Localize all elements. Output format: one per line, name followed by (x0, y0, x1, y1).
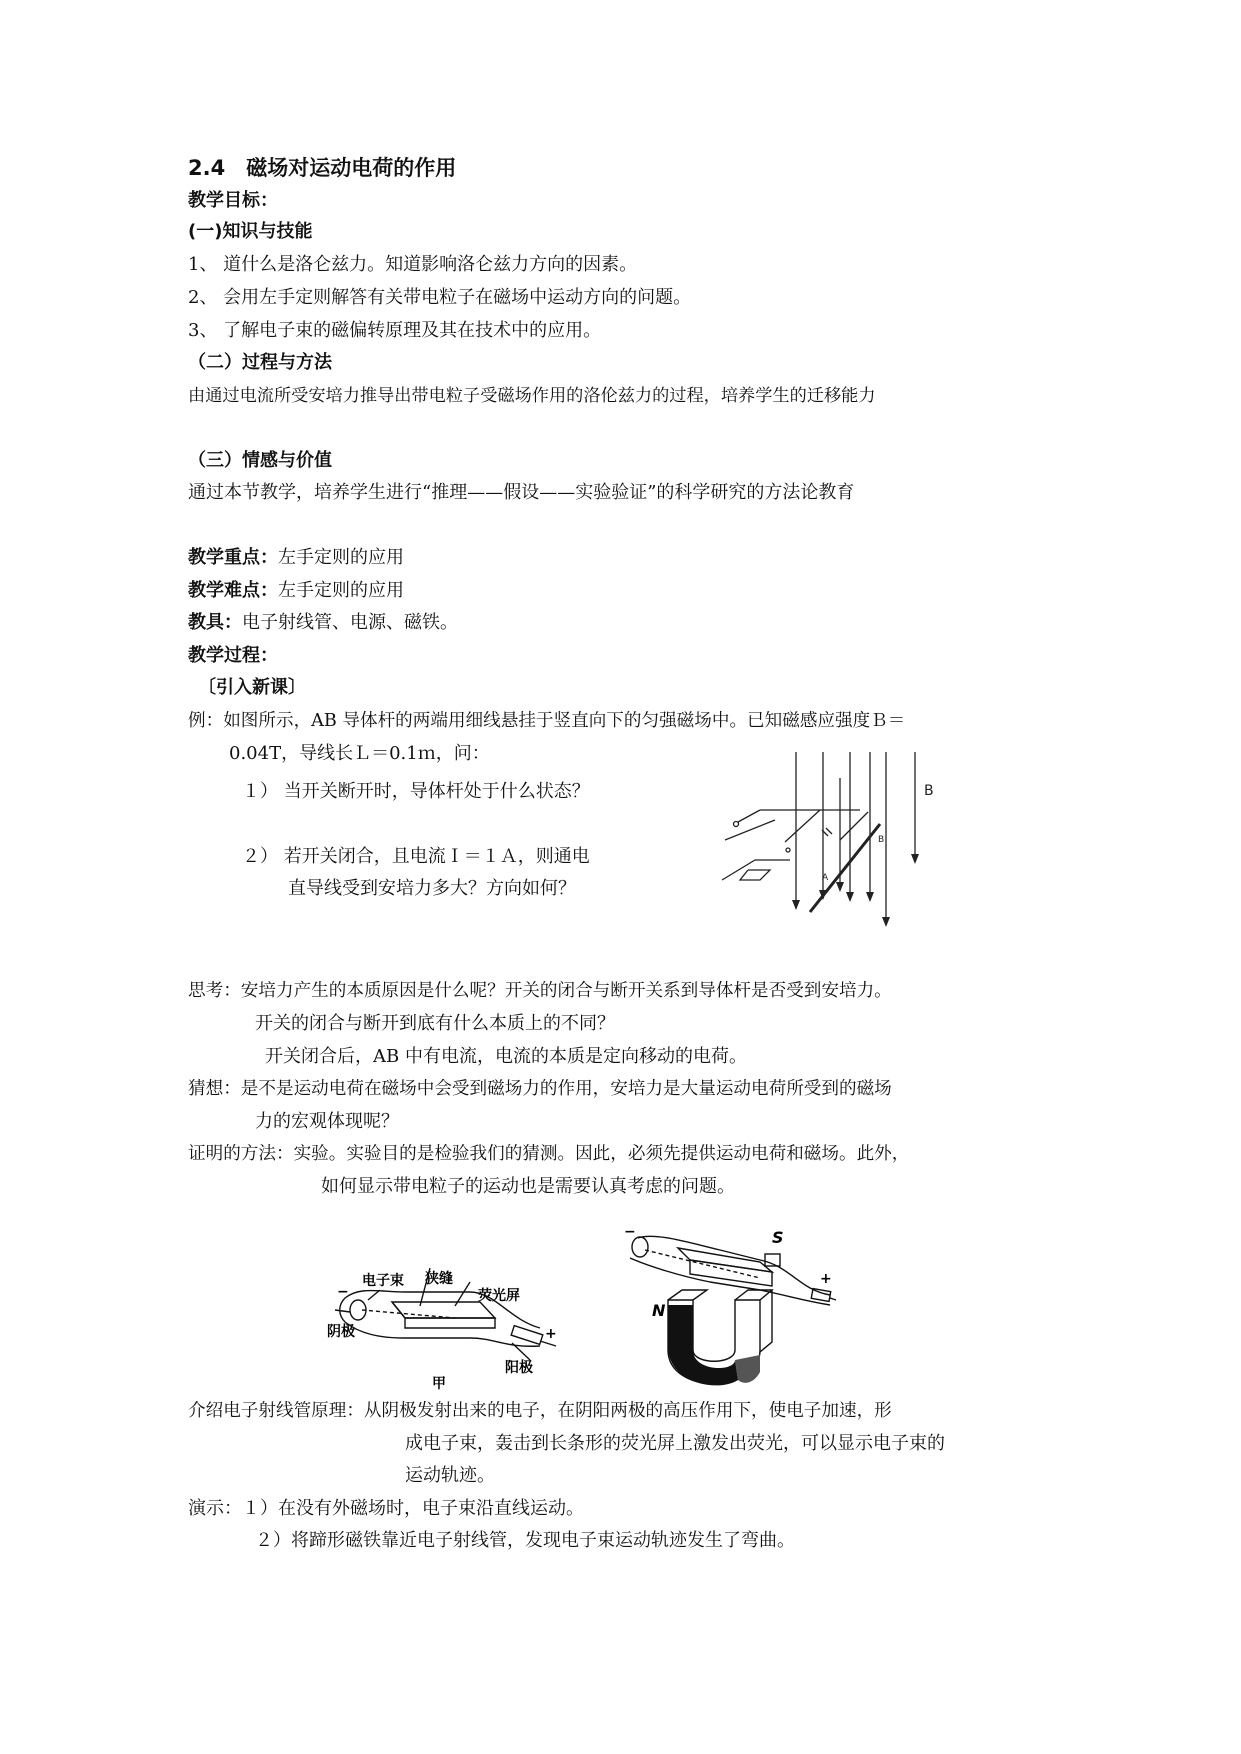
example-question-2a: ２） 若开关闭合，且电流Ｉ＝１Ａ，则通电 (242, 846, 590, 867)
key-point (188, 547, 404, 569)
rod-end-b-label: B (878, 835, 885, 845)
tools-value: 电子射线管、电源、磁铁。 (242, 612, 458, 633)
tools-label: 教具： (188, 612, 242, 633)
difficulty-value: 左手定则的应用 (278, 580, 404, 601)
objectives-heading: 教学目标： (188, 190, 278, 211)
slit-label: 狭缝 (425, 1271, 453, 1287)
intro-heading: 〔引入新课〕 (198, 677, 306, 698)
key-point-label: 教学重点： (188, 547, 278, 568)
magnet-s-pole-label: S (772, 1228, 784, 1247)
intro-tube-line-2: 成电子束，轰击到长条形的荧光屏上激发出荧光，可以显示电子束的 (405, 1433, 945, 1454)
think-line-3: 开关闭合后，AB 中有电流，电流的本质是定向移动的电荷。 (265, 1046, 747, 1067)
key-point-value: 左手定则的应用 (278, 547, 404, 568)
difficulty-label: 教学难点： (188, 580, 278, 601)
anode-label: 阳极 (505, 1360, 533, 1376)
intro-tube-line-1: 介绍电子射线管原理：从阴极发射出来的电子，在阴阳两极的高压作用下，使电子加速，形 (188, 1401, 892, 1421)
guess-line-2: 力的宏观体现呢？ (255, 1111, 399, 1132)
section2-heading: （二）过程与方法 (188, 352, 332, 373)
section3-text: 通过本节教学，培养学生进行“推理——假设——实验验证”的科学研究的方法论教育 (188, 482, 855, 503)
demo-line-2: ２）将蹄形磁铁靠近电子射线管，发现电子束运动轨迹发生了弯曲。 (255, 1530, 795, 1551)
magnet-tube-plus-label: + (820, 1271, 832, 1287)
field-label-b: B (924, 783, 934, 799)
tools (188, 612, 458, 634)
example-question-2b: 直导线受到安培力多大？方向如何？ (288, 878, 576, 899)
section3-heading: （三）情感与价值 (188, 450, 332, 471)
cathode-label: 阴极 (327, 1324, 355, 1340)
demo-line-1: 演示：１）在没有外磁场时，电子束沿直线运动。 (188, 1498, 584, 1519)
magnet-tube-minus-label: − (624, 1224, 636, 1240)
electron-tube-diagram (325, 1245, 565, 1390)
electron-beam-label: 电子束 (362, 1273, 404, 1289)
section1-item-1: 1、 道什么是洛仑兹力。知道影响洛仑兹力方向的因素。 (188, 254, 638, 275)
proof-line-2: 如何显示带电粒子的运动也是需要认真考虑的问题。 (321, 1176, 735, 1197)
example-line-1: 例：如图所示，AB 导体杆的两端用细线悬挂于竖直向下的匀强磁场中。已知磁感应强度Ｂ＝ (188, 711, 906, 731)
section1-item-2: 2、 会用左手定则解答有关带电粒子在磁场中运动方向的问题。 (188, 287, 692, 308)
think-line-2: 开关的闭合与断开到底有什么本质上的不同？ (255, 1013, 615, 1034)
magnet-n-pole-label: N (652, 1301, 666, 1320)
process-heading: 教学过程： (188, 645, 278, 666)
magnet-tube-diagram (612, 1225, 837, 1395)
difficulty (188, 580, 404, 602)
conductor-rod-diagram (705, 750, 945, 935)
example-question-1: １） 当开关断开时，导体杆处于什么状态？ (242, 781, 590, 802)
section1-item-3: 3、 了解电子束的磁偏转原理及其在技术中的应用。 (188, 320, 602, 341)
think-line-1: 思考：安培力产生的本质原因是什么呢？开关的闭合与断开关系到导体杆是否受到安培力。 (188, 981, 892, 1001)
figure-caption-jia: 甲 (432, 1376, 446, 1392)
section1-heading: (一)知识与技能 (188, 221, 313, 242)
section2-text: 由通过电流所受安培力推导出带电粒子受磁场作用的洛伦兹力的过程，培养学生的迁移能力 (188, 386, 876, 406)
guess-line-1: 猜想：是不是运动电荷在磁场中会受到磁场力的作用，安培力是大量运动电荷所受到的磁场 (188, 1079, 892, 1099)
screen-label: 荧光屏 (478, 1288, 520, 1304)
example-line-2: 0.04T，导线长Ｌ＝0.1ｍ，问： (229, 743, 490, 764)
tube-plus-label: + (545, 1326, 557, 1342)
page-title: 2.4 磁场对运动电荷的作用 (188, 156, 457, 180)
intro-tube-line-3: 运动轨迹。 (405, 1465, 495, 1486)
rod-end-a-label: A (822, 873, 829, 883)
tube-minus-label: − (337, 1284, 349, 1300)
proof-line-1: 证明的方法：实验。实验目的是检验我们的猜测。因此，必须先提供运动电荷和磁场。此外， (188, 1144, 910, 1164)
